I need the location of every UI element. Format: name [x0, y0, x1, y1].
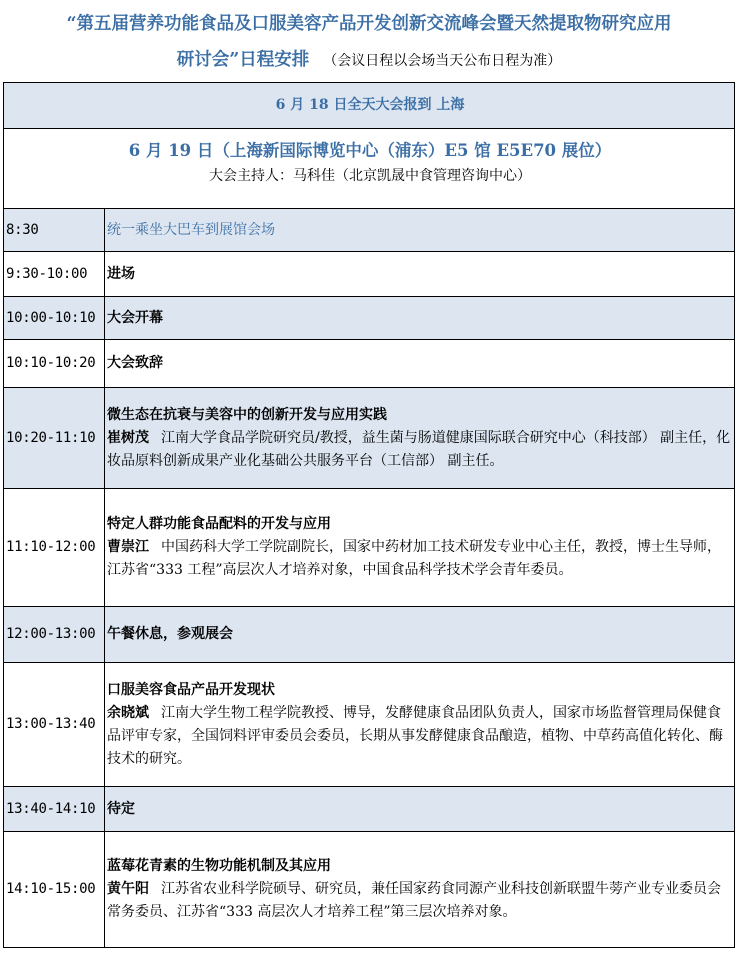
- time-cell: 14:10-15:00: [4, 832, 105, 948]
- table-row: [4, 340, 735, 388]
- time-cell: 10:00-10:10: [4, 297, 105, 340]
- talk-cell: [105, 663, 735, 787]
- day1-row: [4, 83, 735, 129]
- table-row: [4, 832, 735, 948]
- speaker-bio: 江南大学食品学院研究员/教授，益生菌与肠道健康国际联合研究中心（科技部） 副主任，化妆品原料创新成果产业化基础公共服务平台（工信部） 副主任。: [107, 429, 731, 469]
- speaker-info: [107, 427, 734, 473]
- time-cell: 8:30: [4, 209, 105, 252]
- host-line: 大会主持人：马科佳（北京凯晟中食管理咨询中心）: [209, 168, 531, 184]
- day1-header: 6 月 18 日全天大会报到 上海: [4, 83, 735, 129]
- talk-title: 特定人群功能食品配料的开发与应用: [107, 516, 331, 532]
- time-cell: 10:10-10:20: [4, 340, 105, 388]
- talk-cell: [105, 388, 735, 489]
- activity-cell: 进场: [105, 252, 735, 297]
- activity-cell: 待定: [105, 787, 735, 832]
- day2-header: 6 月 19 日（上海新国际博览中心（浦东）E5 馆 E5E70 展位）: [128, 141, 612, 160]
- speaker-bio: 江南大学生物工程学院教授、博导，发酵健康食品团队负责人，国家市场监督管理局保健食品评审专家，全国饲料评审委员会委员，长期从事发酵健康食品酿造，植物、中草药高值化转化、酶技术的研究。: [107, 704, 723, 767]
- title-note: （会议日程以会场当天公布日程为准）: [323, 53, 562, 69]
- text-cursor: [734, 668, 735, 688]
- time-cell: 10:20-11:10: [4, 388, 105, 489]
- table-row: [4, 388, 735, 489]
- time-cell: 12:00-13:00: [4, 607, 105, 663]
- talk-title: 口服美容食品产品开发现状: [107, 681, 275, 698]
- speaker-info: [107, 536, 734, 582]
- time-cell: 9:30-10:00: [4, 252, 105, 297]
- time-cell: 13:40-14:10: [4, 787, 105, 832]
- schedule-table: [3, 82, 735, 948]
- activity-cell: 大会开幕: [105, 297, 735, 340]
- speaker-name: 曹崇江: [107, 539, 149, 555]
- speaker-name: 余晓斌: [107, 704, 149, 721]
- table-row: [4, 209, 735, 252]
- table-row: [4, 607, 735, 663]
- talk-cell: [105, 489, 735, 607]
- speaker-name: 崔树茂: [107, 429, 149, 446]
- speaker-bio: 江苏省农业科学院硕导、研究员，兼任国家药食同源产业科技创新联盟牛蒡产业专业委员会常务委员、江苏省“333 高层次人才培养工程”第三层次培养对象。: [107, 881, 721, 920]
- day2-header-cell: [4, 129, 735, 209]
- title-line-2: [0, 46, 738, 71]
- activity-cell: 统一乘坐大巴车到展馆会场: [105, 209, 735, 252]
- table-row: [4, 787, 735, 832]
- speaker-name: 黄午阳: [107, 881, 149, 897]
- table-row: [4, 297, 735, 340]
- time-cell: 13:00-13:40: [4, 663, 105, 787]
- talk-title: 微生态在抗衰与美容中的创新开发与应用实践: [107, 406, 387, 423]
- table-row: [4, 252, 735, 297]
- table-row: [4, 663, 735, 787]
- title-line-1: “第五届营养功能食品及口服美容产品开发创新交流峰会暨天然提取物研究应用: [66, 14, 672, 34]
- activity-cell: 午餐休息，参观展会: [105, 607, 735, 663]
- talk-cell: [105, 832, 735, 948]
- talk-title: 蓝莓花青素的生物功能机制及其应用: [107, 858, 331, 874]
- title-line-2-text: 研讨会”日程安排: [176, 50, 310, 70]
- speaker-info: [107, 878, 734, 924]
- speaker-info: [107, 702, 734, 771]
- speaker-bio: 中国药科大学工学院副院长，国家中药材加工技术研发专业中心主任，教授，博士生导师，江苏省“333 工程”高层次人才培养对象，中国食品科学技术学会青年委员。: [107, 539, 721, 578]
- table-row: [4, 489, 735, 607]
- activity-cell: 大会致辞: [105, 340, 735, 388]
- day2-row: [4, 129, 735, 209]
- time-cell: 11:10-12:00: [4, 489, 105, 607]
